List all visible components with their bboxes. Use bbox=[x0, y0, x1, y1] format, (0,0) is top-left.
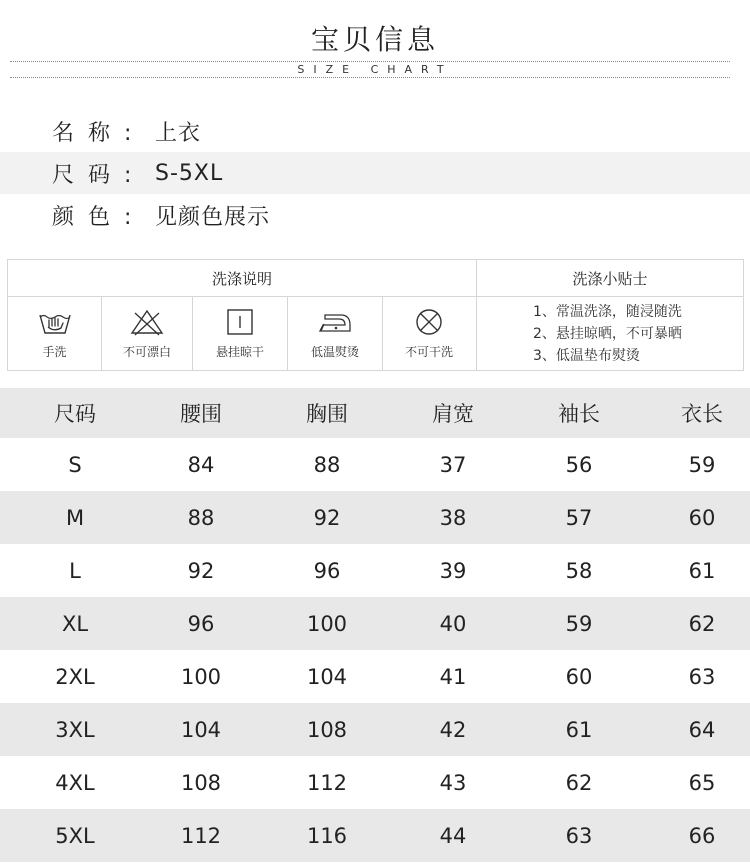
table-cell: 44 bbox=[402, 809, 504, 862]
hang-dry-icon bbox=[222, 307, 258, 337]
care-tips-title: 洗涤小贴士 bbox=[477, 260, 743, 297]
column-header-length: 衣长 bbox=[654, 388, 750, 438]
table-cell: 61 bbox=[504, 703, 654, 756]
table-header-row bbox=[0, 388, 750, 438]
table-cell: 38 bbox=[402, 491, 504, 544]
table-cell: L bbox=[69, 558, 81, 583]
size-chart-table bbox=[0, 388, 750, 862]
table-cell: 92 bbox=[187, 558, 215, 583]
care-item-low-iron bbox=[288, 297, 383, 370]
table-cell: 63 bbox=[504, 809, 654, 862]
page-subtitle: SIZE CHART bbox=[297, 63, 453, 76]
care-item-label: 不可漂白 bbox=[122, 345, 171, 359]
dotted-divider-top bbox=[10, 61, 730, 62]
table-cell: 104 bbox=[306, 664, 348, 689]
table-cell: 84 bbox=[187, 452, 215, 477]
table-row bbox=[0, 703, 750, 756]
low-iron-icon bbox=[317, 307, 353, 337]
table-cell: 60 bbox=[565, 664, 593, 689]
table-cell: 37 bbox=[439, 452, 467, 477]
table-cell: 63 bbox=[688, 664, 716, 689]
table-cell: 62 bbox=[654, 597, 750, 650]
table-cell: 62 bbox=[565, 770, 593, 795]
table-cell: 41 bbox=[439, 664, 467, 689]
care-item-label: 不可干洗 bbox=[404, 345, 453, 359]
table-cell: 66 bbox=[654, 809, 750, 862]
table-cell: 88 bbox=[313, 452, 341, 477]
table-row bbox=[0, 438, 750, 491]
table-cell: 104 bbox=[150, 703, 252, 756]
care-item-label: 悬挂晾干 bbox=[215, 345, 264, 359]
column-header-waist: 腰围 bbox=[150, 388, 252, 438]
column-header-size: 尺码 bbox=[0, 388, 150, 438]
page-title: 宝贝信息 bbox=[310, 23, 439, 56]
table-cell: 64 bbox=[654, 703, 750, 756]
table-cell: 88 bbox=[150, 491, 252, 544]
table-cell: 43 bbox=[439, 770, 467, 795]
info-value: 上衣 bbox=[155, 120, 202, 146]
care-tip: 3、低温垫布熨烫 bbox=[533, 348, 640, 364]
table-cell: 96 bbox=[150, 597, 252, 650]
table-cell: 112 bbox=[306, 770, 348, 795]
table-cell: 4XL bbox=[55, 770, 95, 795]
table-row bbox=[0, 650, 750, 703]
care-item-no-bleach bbox=[102, 297, 193, 370]
care-item-label: 低温熨烫 bbox=[310, 345, 359, 359]
table-row bbox=[0, 544, 750, 597]
no-dry-clean-icon bbox=[411, 307, 447, 337]
care-instructions-title: 洗涤说明 bbox=[8, 260, 476, 297]
table-cell: 100 bbox=[180, 664, 222, 689]
table-cell: 39 bbox=[439, 558, 467, 583]
table-cell: 108 bbox=[180, 770, 222, 795]
table-row bbox=[0, 756, 750, 809]
table-row bbox=[0, 491, 750, 544]
table-cell: M bbox=[0, 491, 150, 544]
table-cell: 60 bbox=[654, 491, 750, 544]
table-cell: 2XL bbox=[55, 664, 95, 689]
table-cell: S bbox=[68, 452, 82, 477]
table-cell: 59 bbox=[688, 452, 716, 477]
table-cell: 5XL bbox=[0, 809, 150, 862]
header bbox=[0, 0, 750, 90]
table-cell: 40 bbox=[402, 597, 504, 650]
column-header-chest: 胸围 bbox=[252, 388, 402, 438]
care-tips-list bbox=[477, 297, 743, 367]
dotted-divider-bottom bbox=[10, 77, 730, 78]
table-cell: 3XL bbox=[0, 703, 150, 756]
table-cell: 58 bbox=[565, 558, 593, 583]
table-cell: 42 bbox=[402, 703, 504, 756]
info-row-color bbox=[0, 194, 750, 236]
table-cell: 65 bbox=[688, 770, 716, 795]
care-tip: 2、悬挂晾晒，不可暴晒 bbox=[533, 326, 682, 342]
table-cell: XL bbox=[0, 597, 150, 650]
table-cell: 116 bbox=[252, 809, 402, 862]
care-icon-row bbox=[8, 297, 476, 370]
table-cell: 112 bbox=[150, 809, 252, 862]
care-instructions bbox=[8, 260, 477, 370]
table-cell: 100 bbox=[252, 597, 402, 650]
table-cell: 108 bbox=[252, 703, 402, 756]
care-item-hang-dry bbox=[193, 297, 288, 370]
info-value: S-5XL bbox=[155, 160, 224, 186]
table-cell: 61 bbox=[688, 558, 716, 583]
info-label: 名称: bbox=[52, 120, 146, 146]
table-cell: 56 bbox=[565, 452, 593, 477]
no-bleach-icon bbox=[129, 307, 165, 337]
table-row bbox=[0, 809, 750, 862]
care-panel bbox=[7, 259, 744, 371]
column-header-shoulder: 肩宽 bbox=[402, 388, 504, 438]
info-value: 见颜色展示 bbox=[155, 204, 271, 230]
column-header-sleeve: 袖长 bbox=[504, 388, 654, 438]
table-row bbox=[0, 597, 750, 650]
table-cell: 96 bbox=[313, 558, 341, 583]
table-cell: 92 bbox=[252, 491, 402, 544]
product-info bbox=[0, 110, 750, 236]
info-label: 尺码: bbox=[52, 162, 146, 188]
care-item-no-dry-clean bbox=[383, 297, 475, 370]
care-item-hand-wash bbox=[8, 297, 102, 370]
info-label: 颜色: bbox=[52, 204, 146, 230]
care-tips bbox=[477, 260, 743, 370]
care-tip: 1、常温洗涤，随浸随洗 bbox=[533, 304, 682, 320]
info-row-name bbox=[0, 110, 750, 152]
care-item-label: 手洗 bbox=[42, 345, 67, 359]
table-cell: 57 bbox=[504, 491, 654, 544]
hand-wash-icon bbox=[37, 307, 73, 337]
info-row-size bbox=[0, 152, 750, 194]
table-cell: 59 bbox=[504, 597, 654, 650]
